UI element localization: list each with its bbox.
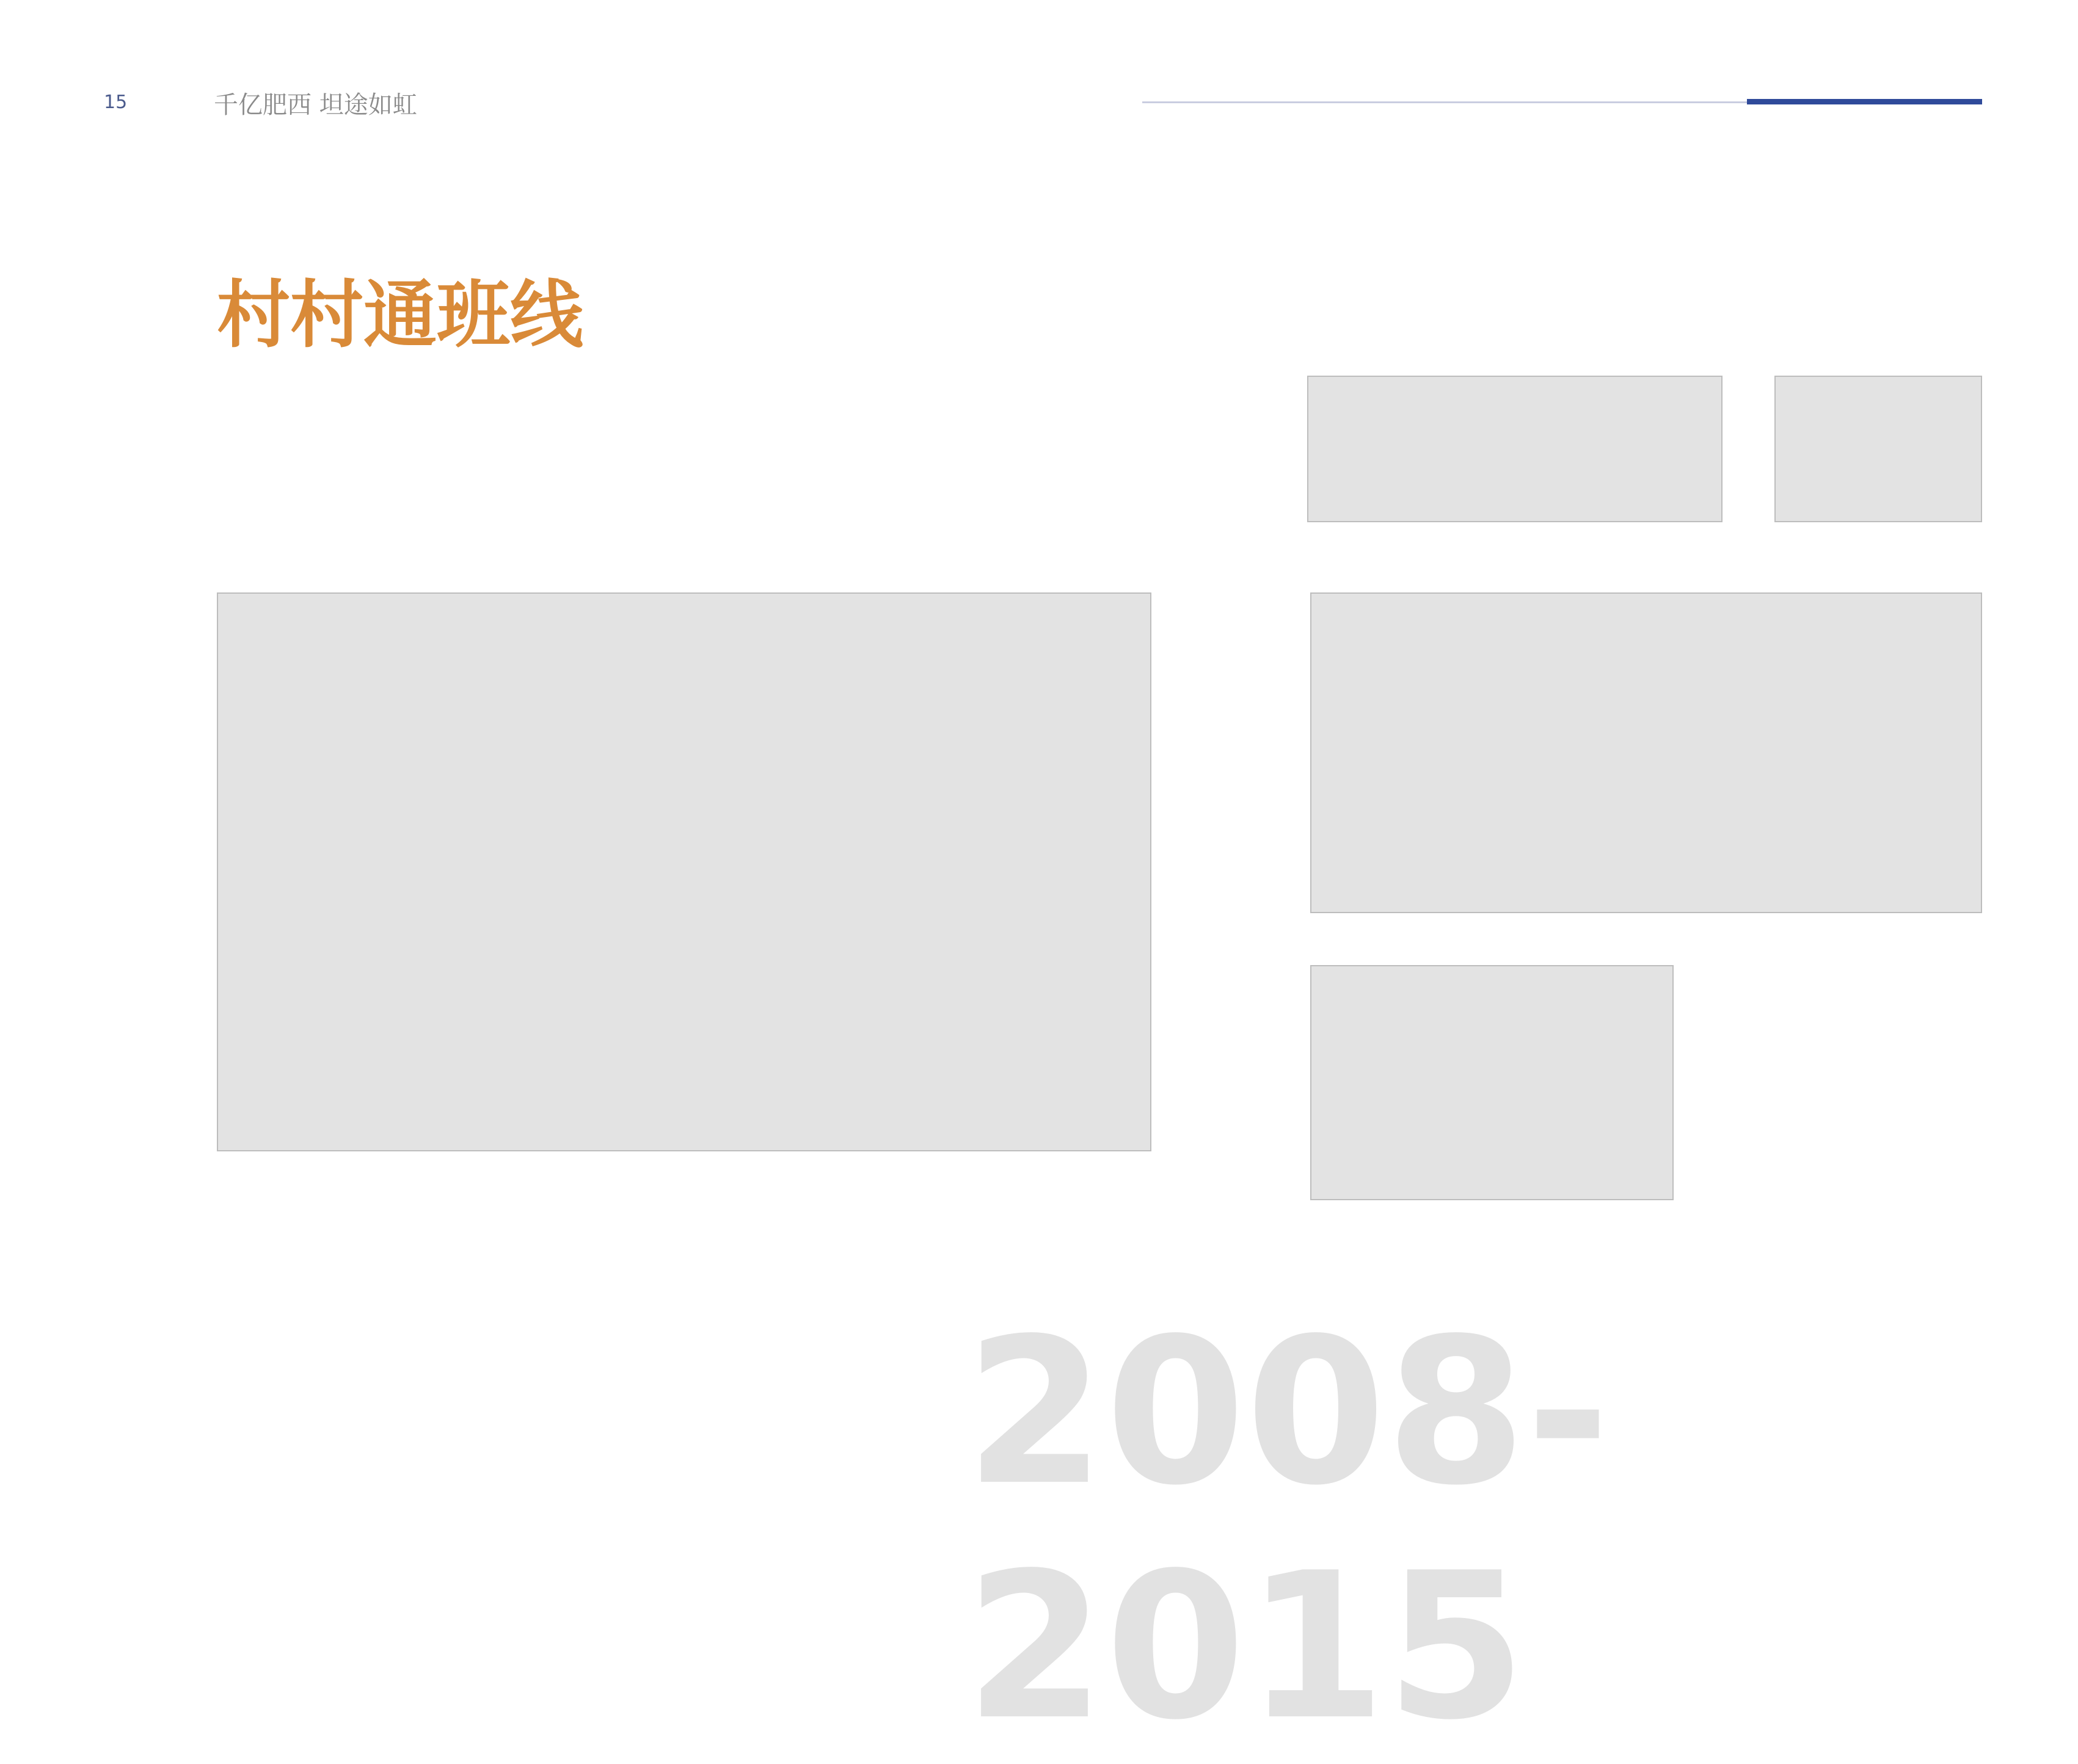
photo-document-scans bbox=[1307, 376, 1723, 522]
photo-bus-inspection bbox=[1310, 592, 1982, 913]
caption-bus-inspection bbox=[1704, 922, 1982, 949]
caption-bus-stop-sign bbox=[1710, 1173, 1982, 1200]
year-watermark: 2008-2015 bbox=[965, 1295, 1610, 1764]
header-rule-accent bbox=[1747, 99, 1982, 104]
page-number: 15 bbox=[104, 92, 128, 113]
caption-bus-depot bbox=[855, 1179, 1151, 1206]
caption-document-scans bbox=[1307, 531, 1723, 558]
photo-bus-depot bbox=[217, 592, 1151, 1151]
photo-bus-stop-sign bbox=[1310, 965, 1674, 1200]
caption-shelter bbox=[1774, 531, 1982, 558]
body-text bbox=[217, 366, 1164, 550]
section-title: 村村通班线 bbox=[217, 273, 583, 358]
header-slogan: 千亿肥西 坦途如虹 bbox=[214, 91, 417, 119]
photo-shelter bbox=[1774, 376, 1982, 522]
